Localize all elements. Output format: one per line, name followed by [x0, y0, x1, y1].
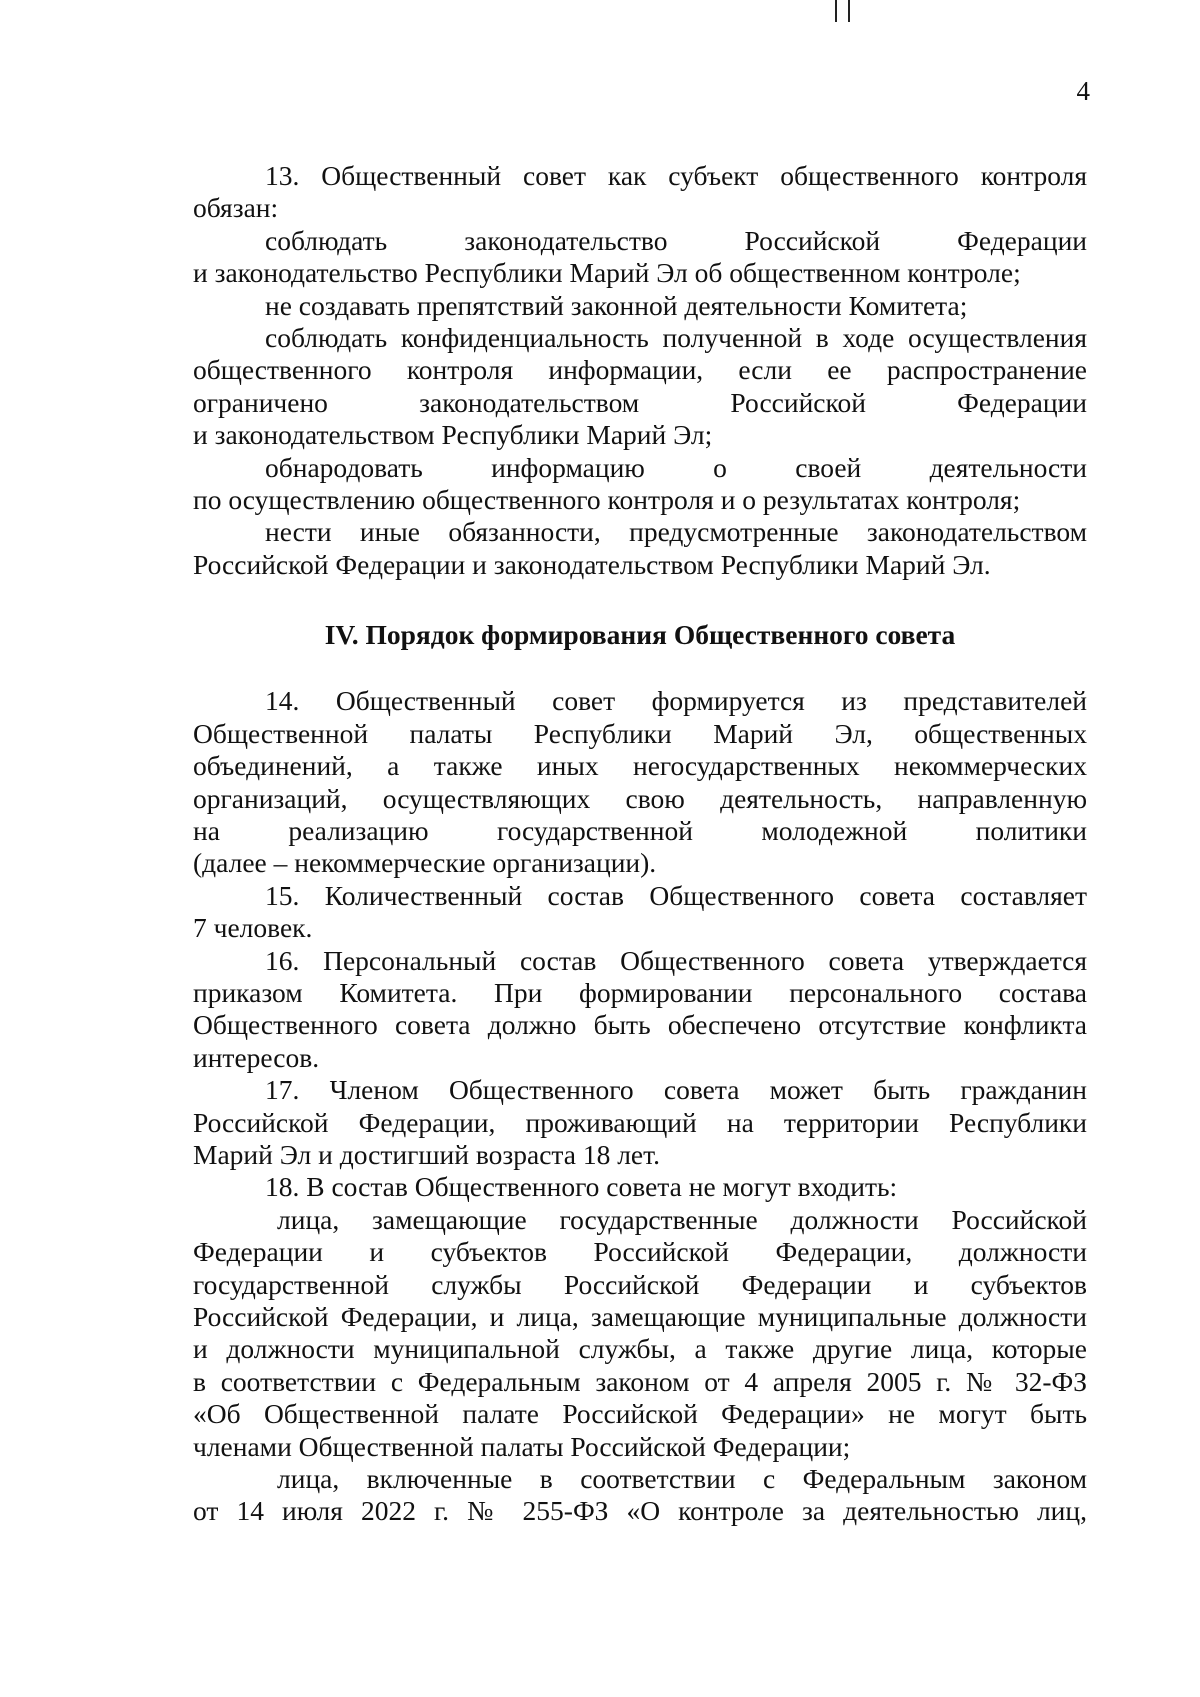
text-line: и должности муниципальной службы, а также другие лица, которые: [193, 1333, 1087, 1365]
text-line: членами Общественной палаты Российской Федерации;: [193, 1430, 851, 1462]
text-line: 17. Членом Общественного совета может быть гражданин: [265, 1074, 1087, 1106]
page-number: 4: [1076, 76, 1090, 106]
text-line: 16. Персональный состав Общественного совета утверждается: [265, 944, 1087, 976]
text-line: объединений, а также иных негосударственных некоммерческих: [193, 750, 1087, 782]
text-line: Российской Федерации, и лица, замещающие муниципальные должности: [193, 1301, 1087, 1332]
text-line: нести иные обязанности, предусмотренные законодательством: [265, 516, 1087, 548]
text-line: Общественной палаты Республики Марий Эл, общественных: [193, 717, 1087, 749]
document-body: [193, 160, 1087, 1528]
text-line: Российской Федерации и законодательством Республики Марий Эл.: [193, 548, 991, 580]
text-line: Общественного совета должно быть обеспечено отсутствие конфликта: [193, 1009, 1087, 1041]
text-line: (далее – некоммерческие организации).: [193, 847, 657, 879]
text-line: обнародовать информацию о своей деятельности: [265, 451, 1087, 483]
text-line: Российской Федерации, проживающий на территории Республики: [193, 1106, 1087, 1138]
text-line: Федерации и субъектов Российской Федерации, должности: [193, 1236, 1087, 1268]
text-line: 13. Общественный совет как субъект общественного контроля: [265, 160, 1087, 191]
text-line: соблюдать законодательство Российской Федерации: [265, 224, 1087, 256]
scan-marks: [835, 0, 855, 22]
text-line: государственной службы Российской Федерации и субъектов: [193, 1268, 1087, 1300]
text-line: в соответствии с Федеральным законом от 4 апреля 2005 г. № 32-ФЗ: [193, 1365, 1087, 1397]
text-line: 7 человек.: [193, 912, 313, 944]
text-line: 14. Общественный совет формируется из представителей: [265, 685, 1087, 717]
text-line: 15. Количественный состав Общественного совета составляет: [265, 879, 1087, 911]
text-line: не создавать препятствий законной деятельности Комитета;: [265, 289, 968, 321]
text-line: и законодательство Республики Марий Эл об общественном контроле;: [193, 257, 1021, 289]
text-line: организаций, осуществляющих свою деятельность, направленную: [193, 782, 1087, 814]
text-line: лица, включенные в соответствии с Федеральным законом: [277, 1463, 1087, 1495]
section-heading: IV. Порядок формирования Общественного совета: [324, 619, 956, 651]
text-line: соблюдать конфиденциальность полученной в ходе осуществления: [265, 322, 1087, 354]
text-line: 18. В состав Общественного совета не могут входить:: [265, 1171, 898, 1203]
text-line: приказом Комитета. При формировании персонального состава: [193, 976, 1087, 1008]
text-line: и законодательством Республики Марий Эл;: [193, 419, 713, 451]
text-line: интересов.: [193, 1041, 320, 1073]
text-line: «Об Общественной палате Российской Федерации» не могут быть: [193, 1398, 1087, 1430]
text-line: от 14 июля 2022 г. № 255-ФЗ «О контроле за деятельностью лиц,: [193, 1495, 1087, 1527]
text-line: лица, замещающие государственные должности Российской: [277, 1203, 1087, 1235]
sections-14-18: [193, 685, 1087, 1528]
text-line: ограничено законодательством Российской Федерации: [193, 386, 1087, 418]
text-line: обязан:: [193, 192, 279, 224]
text-line: общественного контроля информации, если ее распространение: [193, 354, 1087, 386]
section-13: [193, 160, 1087, 581]
text-line: на реализацию государственной молодежной политики: [193, 814, 1087, 846]
text-line: Марий Эл и достигший возраста 18 лет.: [193, 1138, 660, 1170]
text-line: по осуществлению общественного контроля и о результатах контроля;: [193, 484, 1021, 516]
